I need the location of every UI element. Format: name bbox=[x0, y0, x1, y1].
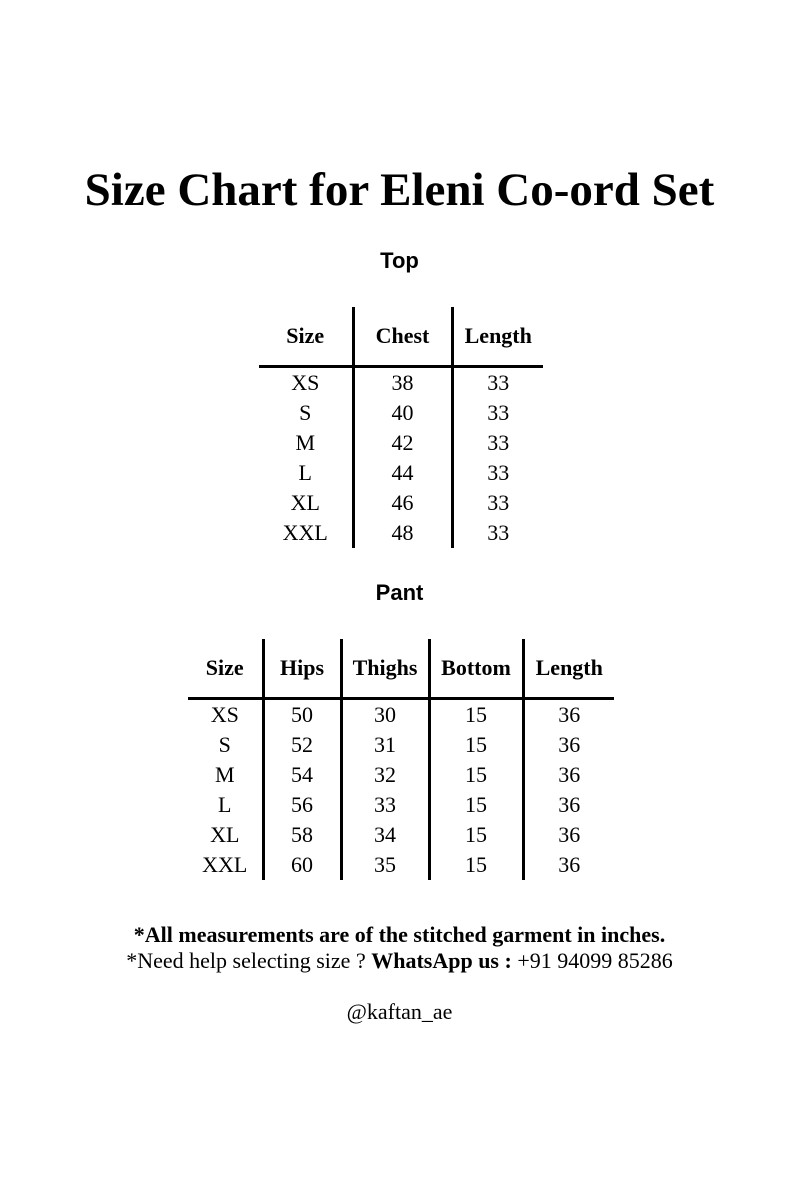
bottom-cell: 15 bbox=[429, 760, 523, 790]
table-row bbox=[188, 850, 614, 880]
size-cell: S bbox=[299, 400, 312, 425]
table-row bbox=[188, 760, 614, 790]
size-cell: XS bbox=[210, 702, 239, 727]
table-row bbox=[188, 790, 614, 820]
length-cell: 36 bbox=[523, 820, 614, 850]
length-cell: 33 bbox=[452, 428, 543, 458]
length-cell: 36 bbox=[523, 850, 614, 880]
hips-cell: 52 bbox=[263, 730, 341, 760]
table-row bbox=[259, 518, 543, 548]
whatsapp-phone: +91 94099 85286 bbox=[517, 948, 673, 973]
help-note-prefix: *Need help selecting size ? bbox=[126, 948, 372, 973]
page-title: Size Chart for Eleni Co-ord Set bbox=[84, 164, 715, 216]
table-row bbox=[259, 398, 543, 428]
chest-cell: 44 bbox=[353, 458, 452, 488]
length-cell: 36 bbox=[523, 699, 614, 731]
table-row bbox=[259, 458, 543, 488]
size-cell: L bbox=[298, 460, 312, 485]
hips-cell: 58 bbox=[263, 820, 341, 850]
chest-cell: 46 bbox=[353, 488, 452, 518]
social-handle: @kaftan_ae bbox=[346, 999, 453, 1024]
whatsapp-label: WhatsApp us : bbox=[371, 948, 518, 973]
hips-cell: 50 bbox=[263, 699, 341, 731]
table-row bbox=[259, 367, 543, 399]
bottom-cell: 15 bbox=[429, 820, 523, 850]
thighs-cell: 35 bbox=[341, 850, 429, 880]
pant-table-header-row bbox=[188, 639, 614, 699]
top-header-size: Size bbox=[259, 307, 353, 367]
bottom-cell: 15 bbox=[429, 850, 523, 880]
hips-cell: 60 bbox=[263, 850, 341, 880]
thighs-cell: 31 bbox=[341, 730, 429, 760]
help-note bbox=[0, 948, 799, 974]
size-cell: XXL bbox=[282, 520, 328, 545]
length-cell: 33 bbox=[452, 398, 543, 428]
hips-cell: 56 bbox=[263, 790, 341, 820]
length-cell: 33 bbox=[452, 458, 543, 488]
table-row bbox=[188, 699, 614, 731]
chest-cell: 42 bbox=[353, 428, 452, 458]
size-cell: L bbox=[218, 792, 232, 817]
pant-header-bottom: Bottom bbox=[429, 639, 523, 699]
measurement-note: *All measurements are of the stitched garment in inches. bbox=[133, 922, 666, 947]
chest-cell: 48 bbox=[353, 518, 452, 548]
pant-header-hips: Hips bbox=[263, 639, 341, 699]
top-size-table bbox=[259, 307, 543, 548]
table-row bbox=[188, 820, 614, 850]
bottom-cell: 15 bbox=[429, 730, 523, 760]
pant-header-thighs: Thighs bbox=[341, 639, 429, 699]
table-row bbox=[259, 488, 543, 518]
size-cell: XL bbox=[210, 822, 240, 847]
top-section-title: Top bbox=[380, 248, 419, 273]
top-header-chest: Chest bbox=[353, 307, 452, 367]
size-cell: XS bbox=[291, 370, 320, 395]
top-header-length: Length bbox=[452, 307, 543, 367]
length-cell: 36 bbox=[523, 730, 614, 760]
length-cell: 33 bbox=[452, 367, 543, 399]
table-row bbox=[188, 730, 614, 760]
chest-cell: 38 bbox=[353, 367, 452, 399]
thighs-cell: 32 bbox=[341, 760, 429, 790]
bottom-cell: 15 bbox=[429, 699, 523, 731]
length-cell: 33 bbox=[452, 518, 543, 548]
table-row bbox=[259, 428, 543, 458]
top-table-header-row bbox=[259, 307, 543, 367]
size-cell: XXL bbox=[202, 852, 248, 877]
hips-cell: 54 bbox=[263, 760, 341, 790]
bottom-cell: 15 bbox=[429, 790, 523, 820]
size-cell: S bbox=[218, 732, 231, 757]
pant-header-size: Size bbox=[188, 639, 263, 699]
length-cell: 36 bbox=[523, 790, 614, 820]
pant-header-length: Length bbox=[523, 639, 614, 699]
size-cell: XL bbox=[290, 490, 320, 515]
thighs-cell: 34 bbox=[341, 820, 429, 850]
size-cell: M bbox=[295, 430, 316, 455]
size-cell: M bbox=[214, 762, 235, 787]
thighs-cell: 33 bbox=[341, 790, 429, 820]
pant-size-table bbox=[188, 639, 614, 880]
length-cell: 36 bbox=[523, 760, 614, 790]
pant-section-title: Pant bbox=[375, 580, 424, 605]
length-cell: 33 bbox=[452, 488, 543, 518]
thighs-cell: 30 bbox=[341, 699, 429, 731]
chest-cell: 40 bbox=[353, 398, 452, 428]
